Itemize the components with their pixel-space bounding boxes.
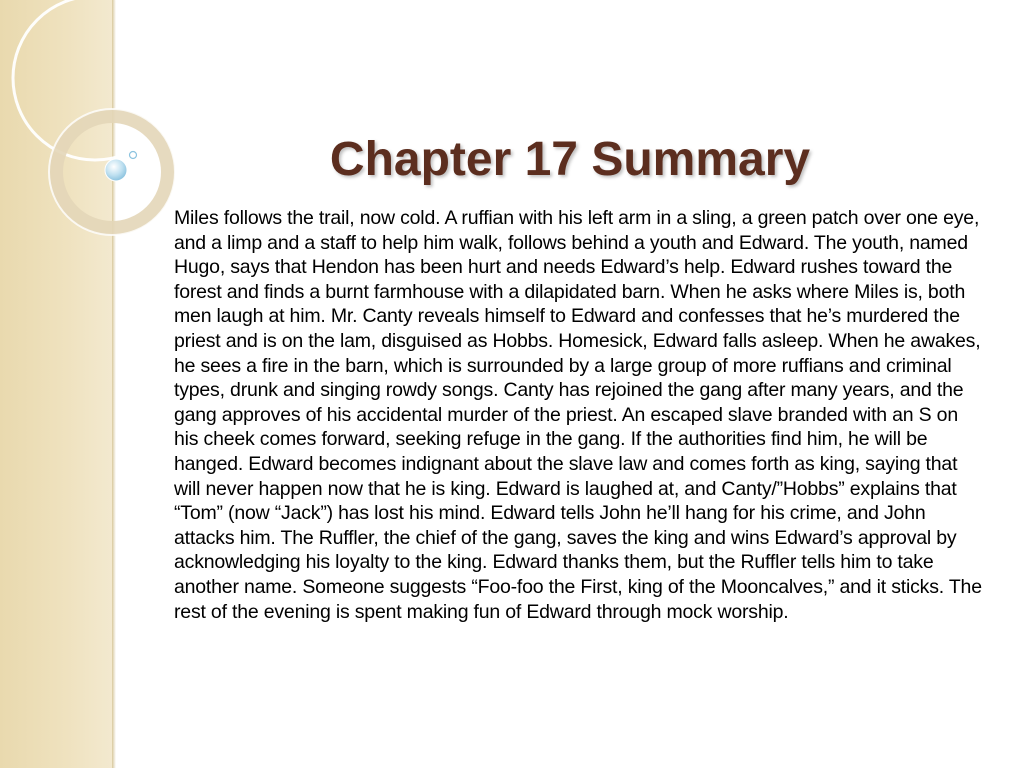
small-bubble-decoration xyxy=(130,152,137,159)
slide-title: Chapter 17 Summary xyxy=(329,133,811,186)
decorative-circles xyxy=(0,0,160,300)
blue-bubble-decoration xyxy=(105,159,127,181)
summary-paragraph: Miles follows the trail, now cold. A ruffian with his left arm in a sling, a green patch over one eye, and a limp and a staff to help him walk, follows behind a youth and Edward. The youth, named Hugo, says that Hendon has been hurt and needs Edward’s help. Edward rushes toward the forest and finds a burnt farmhouse with a dilapidated barn. When he asks where Miles is, both men laugh at him. Mr. Canty reveals himself to Edward and confesses that he’s murdered the priest and is on the lam, disguised as Hobbs. Homesick, Edward falls asleep. When he awakes, he sees a fire in the barn, which is surrounded by a large group of more ruffians and criminal types, drunk and singing rowdy songs. Canty has rejoined the gang after many years, and the gang approves of his accidental murder of the priest. An escaped slave branded with an S on his cheek comes forward, seeking refuge in the gang. If the authorities find him, he will be hanged. Edward becomes indignant about the slave law and comes forth as king, saying that will never happen now that he is king. Edward is laughed at, and Canty/”Hobbs” explains that “Tom” (now “Jack”) has lost his mind. Edward tells John he’ll hang for his crime, and John attacks him. The Ruffler, the chief of the gang, saves the king and wins Edward’s approval by acknowledging his loyalty to the king. Edward thanks them, but the Ruffler tells him to take another name. Someone suggests “Foo-foo the First, king of the Mooncalves,” and it sticks. The rest of the evening is spent making fun of Edward through mock worship. xyxy=(174,207,982,623)
